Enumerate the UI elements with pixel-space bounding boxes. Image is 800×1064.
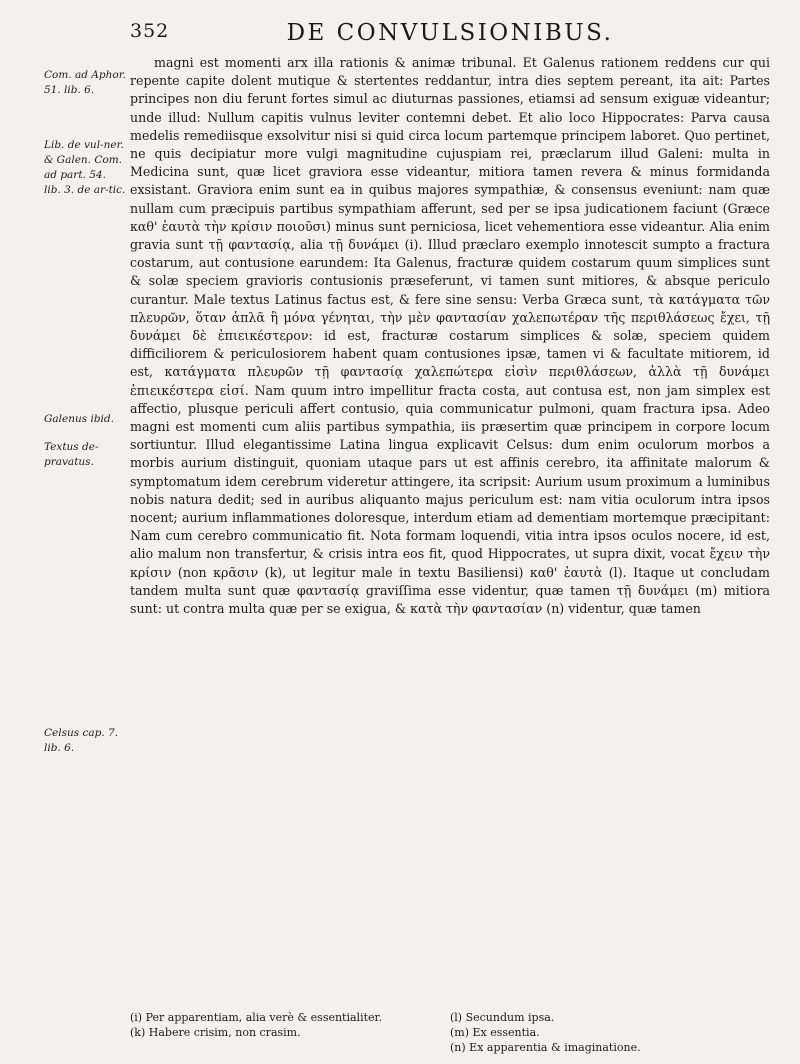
- footnote: (m) Ex essentia.: [450, 1026, 540, 1039]
- footnote: (n) Ex apparentia & imaginatione.: [450, 1041, 641, 1054]
- footnotes-right: [450, 1010, 770, 1055]
- margin-note: Celsus cap. 7. lib. 6.: [44, 727, 119, 754]
- margin-note: Com. ad Aphor. 51. lib. 6.: [44, 69, 126, 96]
- footnote: (k) Habere crisim, non crasim.: [130, 1026, 301, 1039]
- page-header: [130, 20, 770, 48]
- main-text: [130, 54, 770, 618]
- margin-note: Textus de-pravatus.: [44, 441, 99, 468]
- margin-note: Lib. de vul-ner. & Galen. Com. ad part. 54. lib. 3. de ar-tic.: [44, 139, 126, 196]
- running-title: DE CONVULSIONIBUS.: [286, 20, 614, 46]
- page-number: 352: [130, 20, 170, 42]
- margin-note: Galenus ibid.: [44, 413, 114, 425]
- footnotes-left: [130, 1010, 450, 1055]
- paragraph: magni est momenti arx illa rationis & animæ tribunal. Et Galenus rationem reddens cur qui repente capite dolent mutique & stertentes reddantur, intra dies septem pereant, ita ait: Partes principes non diu ferunt fortes simul ac diuturnas passiones, etiamsi ad sensum exiguæ videantur; unde illud: Nullum capitis vulnus leviter contemni debet. Et alio loco Hippocrates: Parva causa medelis remediisque exsolvitur nisi si quid circa locum partemque principem laboret. Quo pertinet, ne quis decipiatur more vulgi magnitudine cujuspiam rei, præclarum illud Galeni: multa in Medicina sunt, quæ licet graviora esse videantur, mitiora tamen revera & minus formidanda exsistant. Graviora enim sunt ea in quibus majores sympathiæ, & consensus eveniunt: nam quæ nullam cum præcipuis partibus sympathiam afferunt, sed per se ipsa judicationem faciunt (Græce καθ' ἑαυτὰ τὴν κρίσιν ποιοῦσι) minus sunt perniciosa, licet vehementiora esse videantur. Alia enim gravia sunt τῇ φαντασίᾳ, alia τῇ δυνάμει (i). Illud præclaro exemplo innotescit sumpto a fractura costarum, aut contusione earundem: Ita Galenus, fracturæ quidem costarum quum simplices sunt & solæ speciem gravioris contusionis præseferunt, vi tamen sunt mitiores, & absque periculo curantur. Male textus Latinus factus est, & fere sine sensu: Verba Græca sunt, τὰ κατάγματα τῶν πλευρῶν, ὅταν ἁπλᾶ ἢ μόνα γένηται, τὴν μὲν φαντασίαν χαλεπωτέραν τῆς περιθλάσεως ἔχει, τῇ δυνάμει δὲ ἐπιεικέστερον: id est, fracturæ costarum simplices & solæ, speciem quidem difficiliorem & periculosiorem habent quam contusiones ipsæ, tamen vi & facultate mitiorem, id est, κατάγματα πλευρῶν τῇ φαντασίᾳ χαλεπώτερα εἰσὶν περιθλάσεων, ἀλλὰ τῇ δυνάμει ἐπιεικέστερα εἰσί. Nam quum intro impellitur fracta costa, aut contusa est, non jam simplex est affectio, plusque periculi affert contusio, quia communicatur pulmoni, quam fractura ipsa. Adeo magni est momenti cum aliis partibus sympathia, iis præsertim quæ principem in corpore locum sortiuntur. Illud elegantissime Latina lingua explicavit Celsus: dum enim oculorum morbos a morbis aurium distinguit, quoniam utaque pars ut est affinis cerebro, ita affinitate malorum & symptomatum idem cerebrum videretur attingere, ita scripsit: Aurium usum proximum a luminibus nobis natura dedit; sed in auribus aliquanto majus periculum est: nam vitia oculorum intra ipsos nocent; aurium inflammationes doloresque, interdum etiam ad dementiam mortemque præcipitant: Nam cum cerebro communicatio fit. Nota formam loquendi, vitia intra ipsos oculos nocere, id est, alio malum non transfertur, & crisis intra eos fit, quod Hippocrates, ut supra dixit, vocat ἔχειν τὴν κρίσιν (non κρᾶσιν (k), ut legitur male in textu Basiliensi) καθ' ἑαυτὰ (l). Itaque ut concludam tandem multa sunt quæ φαντασίᾳ graviſſima esse videntur, quæ tamen τῇ δυνάμει (m) mitiora sunt: ut contra multa quæ per se exigua, & κατὰ τὴν φαντασίαν (n) videntur, quæ tamen: [130, 55, 770, 617]
- footnote: (i) Per apparentiam, alia verè & essentialiter.: [130, 1011, 383, 1024]
- footnote: (l) Secundum ipsa.: [450, 1011, 555, 1024]
- footnotes: [130, 1010, 770, 1055]
